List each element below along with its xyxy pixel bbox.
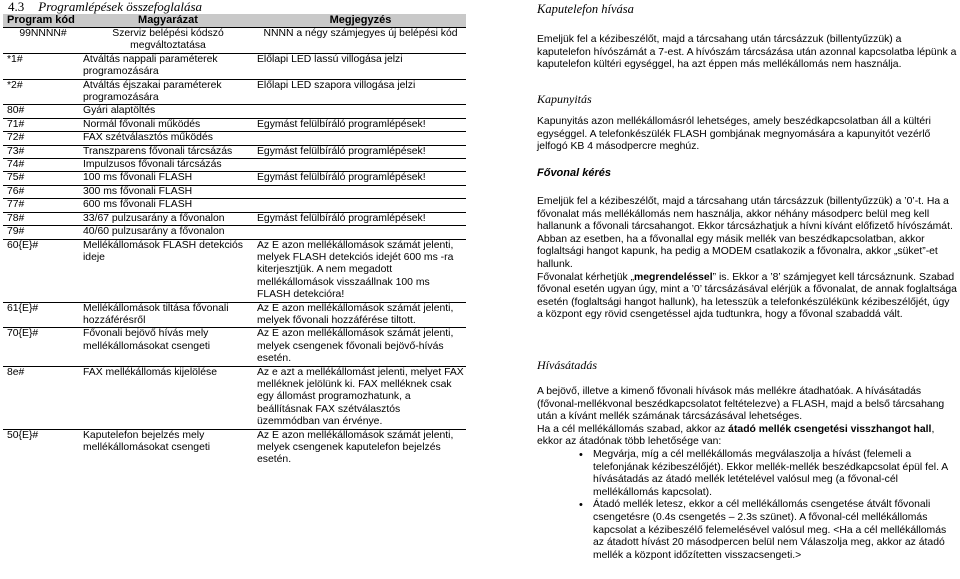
explanation-cell: Transzparens fővonali tárcsázás [81,145,255,158]
table-row [3,328,466,366]
explanation-cell: Átváltás éjszakai paraméterek programozására [81,79,255,105]
note-cell: NNNN a négy számjegyes új belépési kód [263,28,458,39]
explanation-cell: FAX mellékállomás kijelölése [81,366,255,429]
table-row [3,53,466,79]
para-fovonal-wrap [537,196,957,322]
note-cell: Az E azon mellékállomások számát jelenti, melyek fővonali hozzáférése tiltott. [255,302,466,328]
explanation-cell: Kaputelefon bejelzés mely mellékállomásokat csengeti [81,429,255,467]
table-row [3,159,466,172]
list-item: • Megvárja, míg a cél mellékállomás megválaszolja a hívást (felemeli a telefonjának kézibeszélőjét). Ekkor mellék-mellék beszédkapcsolat épül fel. A hívásátadás az átadó mellék letételével valósul meg (a fővonal-cél mellékállomás kapcsolat). [593,449,957,499]
section-number: 4.3 [8,0,25,14]
explanation-cell: Normál fővonali működés [81,118,255,131]
code-cell: 8e# [3,366,81,429]
program-code-table [3,14,466,467]
explanation-cell: FAX szétválasztós működés [81,132,255,145]
note-cell [255,199,466,212]
paragraph-fovonal-1: Emeljük fel a kézibeszélőt, majd a tárcsahang után tárcsázzuk (billentyűzzük) a ’0’-t. Ha a fővonalat más mellékállomás nem használja, akkor néhány másodperc belül meg kell hallanunk a fővonali tárcsahangot. Ekkor tárcsázhatjuk a hívni kívánt előfizető hívószámát. [537,196,953,233]
table-row [3,132,466,145]
table-row [3,185,466,198]
para-kaputelefon-wrap [537,34,957,72]
fovonal3-pre: Fővonalat kérhetjük „ [537,271,635,283]
table-row [3,366,466,429]
paragraph-fovonal-3 [537,272,957,322]
table-row [3,118,466,131]
code-cell: 60{E}# [3,239,81,302]
table-row [3,429,466,467]
note-cell: Előlapi LED szapora villogása jelzi [255,79,466,105]
note-cell: Egymást felülbíráló programlépések! [255,118,466,131]
note-cell [255,159,466,172]
transfer-options-list [537,449,957,562]
heading-fovonal-keres: Fővonal kérés [537,167,611,179]
code-cell: 50{E}# [3,429,81,467]
hivas2-post: , ekkor az átadónak több lehetősége van: [537,423,935,448]
code-cell: 75# [3,172,81,185]
table-row [3,105,466,118]
hivas2-pre: Ha a cél mellékállomás szabad, akkor az [537,423,729,435]
header-explanation: Magyarázat [81,14,255,28]
table-row [3,239,466,302]
paragraph-kaputelefon: Emeljük fel a kézibeszélőt, majd a tárcsahang után tárcsázzuk (billentyűzzük) a kaputelefon hívószámát a 7-est. A hívószám tárcsázása után azonnal kapcsolatba lépünk a kaputelefon kültéri egységgel, ha azt éppen más mellékállomás nem használja. [537,34,957,71]
explanation-cell: Átváltás nappali paraméterek programozására [81,53,255,79]
code-cell: 78# [3,212,81,225]
explanation-cell: Mellékállomások FLASH detekciós ideje [81,239,255,302]
explanation-cell: 33/67 pulzusarány a fővonalon [81,212,255,225]
explanation-cell: Impulzusos fővonali tárcsázás [81,159,255,172]
explanation-cell: 40/60 pulzusarány a fővonalon [81,226,255,239]
table-row [3,172,466,185]
hivas2-bold: átadó mellék csengetési visszhangot hall [728,423,932,435]
para-kapunyitas-wrap [537,116,957,154]
note-cell: Előlapi LED lassú villogása jelzi [255,53,466,79]
heading-hivasatadas: Hívásátadás [537,358,597,372]
section-hivasatadas [537,358,957,372]
code-cell: *1# [3,53,81,79]
code-cell: 80# [3,105,81,118]
table-row [3,79,466,105]
note-cell: Egymást felülbíráló programlépések! [255,172,466,185]
heading-kaputelefon: Kaputelefon hívása [537,2,634,16]
table-row [3,145,466,158]
paragraph-fovonal-2: Abban az esetben, ha a fővonallal egy másik mellék van beszédkapcsolatban, akkor foglaltsági hangot kapunk, ha pedig a MODEM csatlakozik a fővonalra, akkor „süket”-et hallunk. [537,233,938,270]
paragraph-hivas-1: A bejövő, illetve a kimenő fővonali hívások más mellékre átadhatóak. A hívásátadás (fővonal-mellékvonal beszédkapcsolatot feltételezve) a FLASH, majd a belső tárcsahang után a kívánt mellék számának tárcsázásával lehetséges. [537,386,945,423]
header-notes: Megjegyzés [255,14,466,28]
code-cell: 79# [3,226,81,239]
section-kaputelefon [537,2,957,16]
code-cell: 72# [3,132,81,145]
fovonal3-bold: megrendeléssel [634,271,713,283]
code-cell: 71# [3,118,81,131]
code-cell: 77# [3,199,81,212]
paragraph-hivas-2 [537,424,957,449]
explanation-cell: 300 ms fővonali FLASH [81,185,255,198]
heading-kapunyitas: Kapunyitás [537,92,592,106]
section-heading [8,0,202,14]
code-cell: 70{E}# [3,328,81,366]
explanation-cell: Szerviz belépési kódszó megváltoztatása [112,28,224,52]
section-kapunyitas [537,92,957,106]
note-cell: Az E azon mellékállomások számát jelenti, melyek csengenek kaputelefon bejelzés esetén. [255,429,466,467]
explanation-cell: Gyári alaptöltés [81,105,255,118]
section-title: Programlépések összefoglalása [38,0,203,14]
note-cell: Az E azon mellékállomások számát jelenti, melyek csengenek fővonali bejövő-hívás esetén. [255,328,466,366]
code-cell: 61{E}# [3,302,81,328]
explanation-cell: Fővonali bejövő hívás mely mellékállomásokat csengeti [81,328,255,366]
note-cell [255,105,466,118]
note-cell: Egymást felülbíráló programlépések! [255,145,466,158]
table-row [3,199,466,212]
code-cell: *2# [3,79,81,105]
code-cell: 76# [3,185,81,198]
para-hivasatadas-wrap [537,386,957,562]
table-row [3,28,466,54]
table-row [3,226,466,239]
code-cell: 99NNNN# [19,28,67,39]
list-item: • Átadó mellék letesz, ekkor a cél mellékállomás csengetése átvált fővonali csengetésre (0.4s csengetés – 2.3s szünet). A fővonal-cél mellékállomás kapcsolat a kézibeszélő felemelésével valósul meg. <Ha a cél mellékállomás az átadott hívást 20 másodpercen belül nem Válaszolja meg, akkor az átadó mellék a központ időzítetten visszacsengeti.> [593,499,957,562]
note-cell: Egymást felülbíráló programlépések! [255,212,466,225]
explanation-cell: 100 ms fővonali FLASH [81,172,255,185]
explanation-cell: 600 ms fővonali FLASH [81,199,255,212]
table-body [3,28,466,467]
note-cell [255,185,466,198]
fovonal3-post: ” is. Ekkor a ’8’ számjegyet kell tárcsáznunk. Szabad fővonal esetén ugyan úgy, mint a ’0’ tárcsázásával elérjük a fővonalat, de annak foglaltsága esetén (foglaltsági hangot hallunk), ha letesszük a telefonkészülékünk kézibeszélőjét, úgy a központ egy rövid csengetéssel ajda tudtunkra, hogy a fővonal szabaddá vált. [537,271,957,321]
note-cell [255,132,466,145]
table-header-row [3,14,466,28]
note-cell: Az E azon mellékállomások számát jelenti, melyek FLASH detekciós idejét 600 ms -ra kiterjesztjük. A nem megadott mellékállomások visszaállnak 100 ms FLASH detekcióra! [255,239,466,302]
note-cell: Az e azt a mellékállomást jelenti, melyet FAX melléknek jelölünk ki. FAX melléknek csak egy állomást programozhatunk, a beállításnak FAX szétválasztós üzemmódban van érvénye. [255,366,466,429]
code-cell: 74# [3,159,81,172]
section-fovonal [537,166,957,180]
header-program-code: Program kód [3,14,81,28]
explanation-cell: Mellékállomások tiltása fővonali hozzáférésről [81,302,255,328]
table-row [3,212,466,225]
code-cell: 73# [3,145,81,158]
table-row [3,302,466,328]
note-cell [255,226,466,239]
paragraph-kapunyitas: Kapunyitás azon mellékállomásról lehetséges, amely beszédkapcsolatban áll a kültéri egységgel. A telefonkészülék FLASH gombjának megnyomására a kapunyitót vezérlő jelfogó KB 4 másodpercre meghúz. [537,116,931,153]
